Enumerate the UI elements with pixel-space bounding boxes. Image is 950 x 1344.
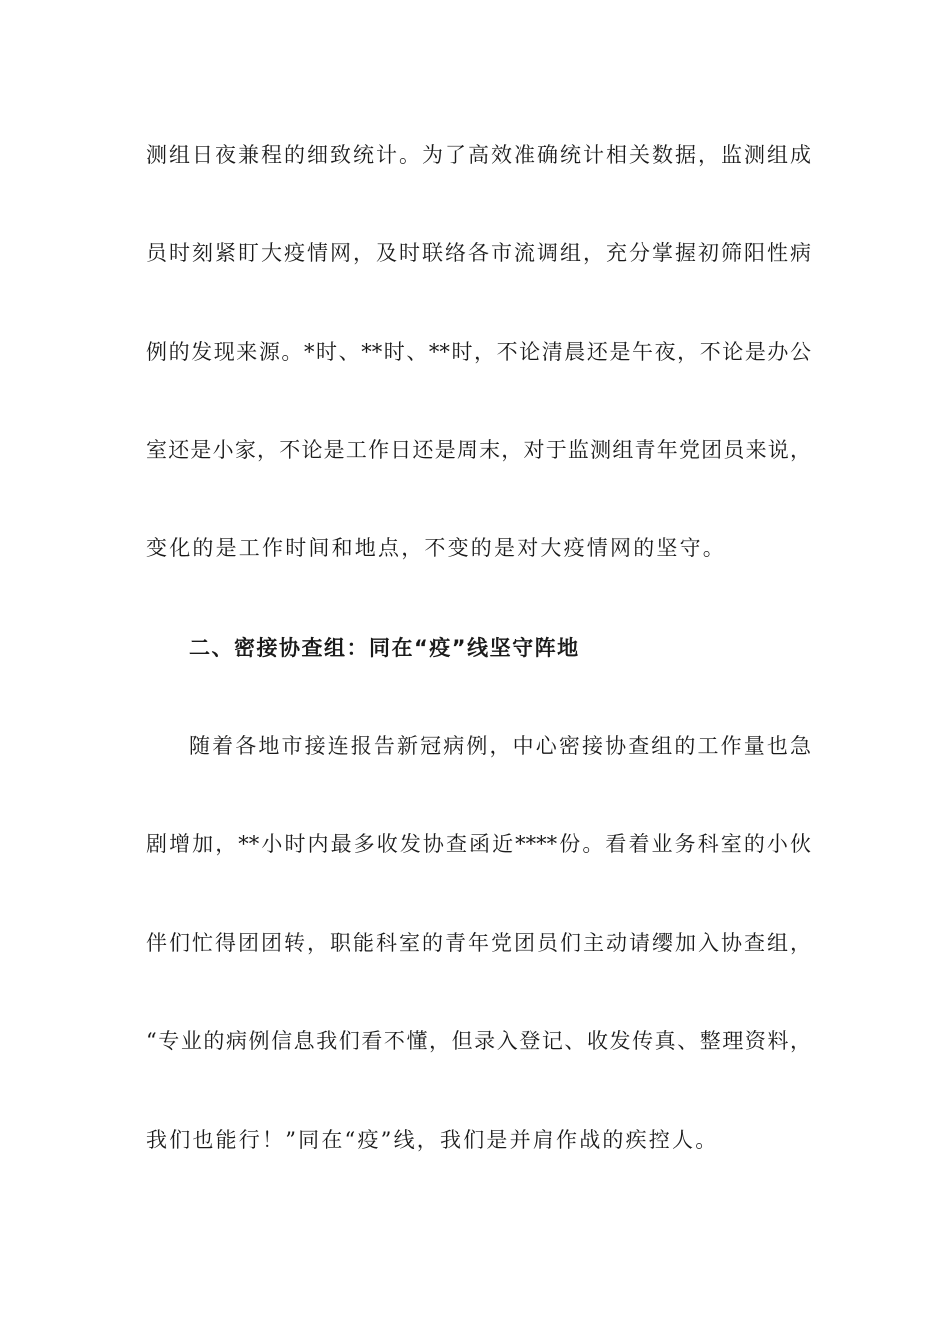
section-heading: 二、密接协查组：同在“疫”线坚守阵地 (189, 636, 580, 660)
paragraph-line: 变化的是工作时间和地点，不变的是对大疫情网的坚守。 (146, 536, 726, 560)
paragraph-line: 测组日夜兼程的细致统计。为了高效准确统计相关数据，监测组成 (146, 143, 811, 167)
paragraph-line: 伴们忙得团团转，职能科室的青年党团员们主动请缨加入协查组， (146, 931, 811, 955)
paragraph-line: 我们也能行！”同在“疫”线，我们是并肩作战的疾控人。 (146, 1128, 719, 1152)
paragraph-line: “专业的病例信息我们看不懂，但录入登记、收发传真、整理资料， (146, 1029, 811, 1053)
paragraph-line: 随着各地市接连报告新冠病例，中心密接协查组的工作量也急 (189, 734, 811, 758)
paragraph-line: 剧增加，**小时内最多收发协查函近****份。看着业务科室的小伙 (146, 832, 811, 856)
paragraph-line: 室还是小家，不论是工作日还是周末，对于监测组青年党团员来说， (146, 438, 811, 462)
paragraph-line: 例的发现来源。*时、**时、**时，不论清晨还是午夜，不论是办公 (146, 340, 811, 364)
paragraph-line: 员时刻紧盯大疫情网，及时联络各市流调组，充分掌握初筛阳性病 (146, 241, 811, 265)
